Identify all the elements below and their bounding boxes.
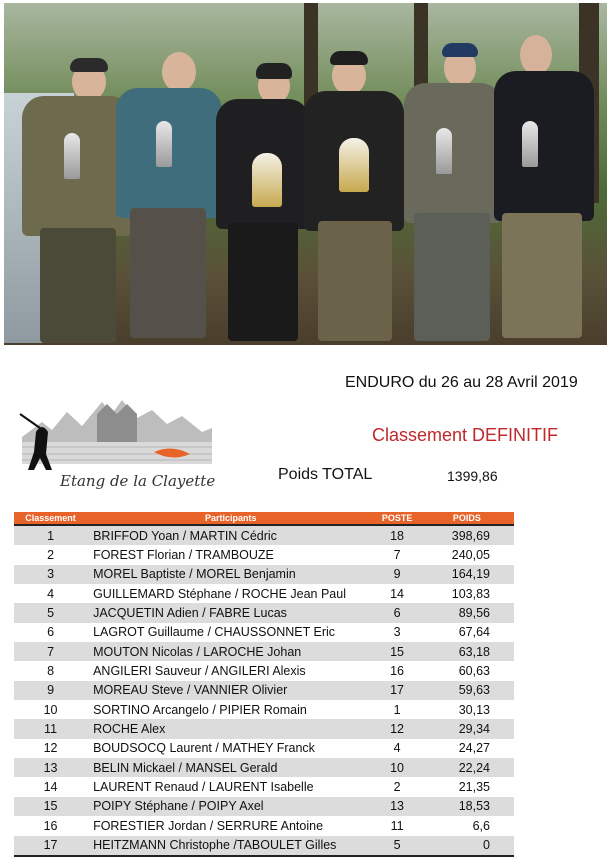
winners-photo: [4, 3, 607, 345]
rank-cell: 11: [14, 719, 87, 738]
poste-cell: 6: [374, 603, 419, 622]
participants-cell: MOREAU Steve / VANNIER Olivier: [87, 681, 374, 700]
final-classement-title: Classement DEFINITIF: [372, 425, 559, 445]
table-row: [14, 623, 514, 642]
table-row: [14, 565, 514, 584]
participants-cell: LAURENT Renaud / LAURENT Isabelle: [93, 780, 314, 795]
poste-cell: 9: [374, 565, 419, 584]
table-row: [14, 836, 514, 856]
table-row: [14, 816, 514, 835]
rank-cell: 3: [14, 565, 87, 584]
poids-cell: 24,27: [458, 741, 490, 756]
rank-cell: 12: [43, 741, 58, 756]
table-row: [14, 545, 514, 564]
poste-cell: 11: [390, 818, 404, 833]
table-row: [14, 642, 514, 661]
poids-cell: 21,35: [458, 780, 490, 795]
participants-cell: BOUDSOCQ Laurent / MATHEY Franck: [93, 741, 315, 756]
fish-trophy-icon: [252, 153, 282, 207]
poste-cell: 18: [374, 525, 419, 545]
poids-cell: 398,69: [420, 525, 514, 545]
header-participants: Participants: [87, 512, 374, 525]
trophy-icon: [156, 121, 172, 167]
poste-cell: 14: [390, 586, 405, 601]
poids-cell: 103,83: [451, 586, 490, 601]
poste-cell: 16: [390, 664, 405, 679]
rank-cell: 5: [14, 603, 87, 622]
rank-cell: 16: [43, 818, 58, 833]
header-classement: Classement: [14, 512, 87, 525]
table-row: [14, 797, 514, 816]
participants-cell: BRIFFOD Yoan / MARTIN Cédric: [87, 525, 374, 545]
rank-cell: 17: [14, 836, 87, 856]
participants-cell: SORTINO Arcangelo / PIPIER Romain: [93, 702, 307, 717]
rank-cell: 8: [47, 664, 55, 679]
header-poste: POSTE: [374, 512, 419, 525]
rank-cell: 6: [47, 625, 55, 640]
poids-total-label: Poids TOTAL: [278, 466, 373, 483]
participants-cell: FOREST Florian / TRAMBOUZE: [93, 548, 274, 563]
trophy-icon: [522, 121, 538, 167]
poste-cell: 7: [393, 548, 401, 563]
table-row: [14, 681, 514, 700]
poids-cell: 6,6: [472, 818, 490, 833]
poids-cell: 89,56: [420, 603, 514, 622]
rank-cell: 2: [47, 548, 55, 563]
participants-cell: POIPY Stéphane / POIPY Axel: [87, 797, 374, 816]
participants-cell: ANGILERI Sauveur / ANGILERI Alexis: [93, 664, 306, 679]
poste-cell: 1: [393, 702, 401, 717]
tree-trunk: [414, 3, 428, 93]
table-row: [14, 758, 514, 777]
rank-cell: 10: [43, 702, 58, 717]
poids-cell: 164,19: [420, 565, 514, 584]
event-title: ENDURO du 26 au 28 Avril 2019: [345, 374, 578, 391]
participants-cell: MOREL Baptiste / MOREL Benjamin: [87, 565, 374, 584]
table-row: [14, 719, 514, 738]
logo-text: Etang de la Clayette: [60, 472, 216, 490]
table-header-row: [14, 512, 514, 525]
rank-cell: 15: [14, 797, 87, 816]
participants-cell: ROCHE Alex: [87, 719, 374, 738]
table-row: [14, 700, 514, 719]
poids-cell: 22,24: [420, 758, 514, 777]
rank-cell: 14: [43, 780, 58, 795]
poste-cell: 17: [374, 681, 419, 700]
results-table: [14, 512, 514, 857]
fish-trophy-icon: [339, 138, 369, 192]
poste-cell: 5: [374, 836, 419, 856]
rank-cell: 13: [14, 758, 87, 777]
poids-cell: 240,05: [451, 548, 490, 563]
poste-cell: 15: [374, 642, 419, 661]
table-row: [14, 584, 514, 603]
poids-cell: 67,64: [458, 625, 490, 640]
table-row: [14, 777, 514, 796]
participants-cell: LAGROT Guillaume / CHAUSSONNET Eric: [93, 625, 336, 640]
trophy-icon: [64, 133, 80, 179]
poste-cell: 4: [393, 741, 401, 756]
poste-cell: 2: [393, 780, 401, 795]
participants-cell: BELIN Mickael / MANSEL Gerald: [87, 758, 374, 777]
poids-cell: 60,63: [458, 664, 490, 679]
participants-cell: GUILLEMARD Stéphane / ROCHE Jean Paul: [93, 586, 346, 601]
poste-cell: 10: [374, 758, 419, 777]
rank-cell: 1: [14, 525, 87, 545]
poste-cell: 13: [374, 797, 419, 816]
participants-cell: HEITZMANN Christophe /TABOULET Gilles: [87, 836, 374, 856]
table-row: [14, 525, 514, 545]
rank-cell: 4: [47, 586, 55, 601]
participants-cell: MOUTON Nicolas / LAROCHE Johan: [87, 642, 374, 661]
table-row: [14, 739, 514, 758]
rank-cell: 9: [14, 681, 87, 700]
poids-cell: 18,53: [420, 797, 514, 816]
participants-cell: FORESTIER Jordan / SERRURE Antoine: [93, 818, 324, 833]
poids-cell: 29,34: [420, 719, 514, 738]
trophy-icon: [436, 128, 452, 174]
poste-cell: 12: [374, 719, 419, 738]
participants-cell: JACQUETIN Adien / FABRE Lucas: [87, 603, 374, 622]
table-row: [14, 661, 514, 680]
poids-cell: 59,63: [420, 681, 514, 700]
poste-cell: 3: [393, 625, 401, 640]
poids-cell: 63,18: [420, 642, 514, 661]
header-poids: POIDS: [420, 512, 514, 525]
poids-cell: 0: [420, 836, 514, 856]
table-row: [14, 603, 514, 622]
poids-total-value: 1399,86: [447, 468, 498, 484]
poids-cell: 30,13: [458, 702, 490, 717]
rank-cell: 7: [14, 642, 87, 661]
